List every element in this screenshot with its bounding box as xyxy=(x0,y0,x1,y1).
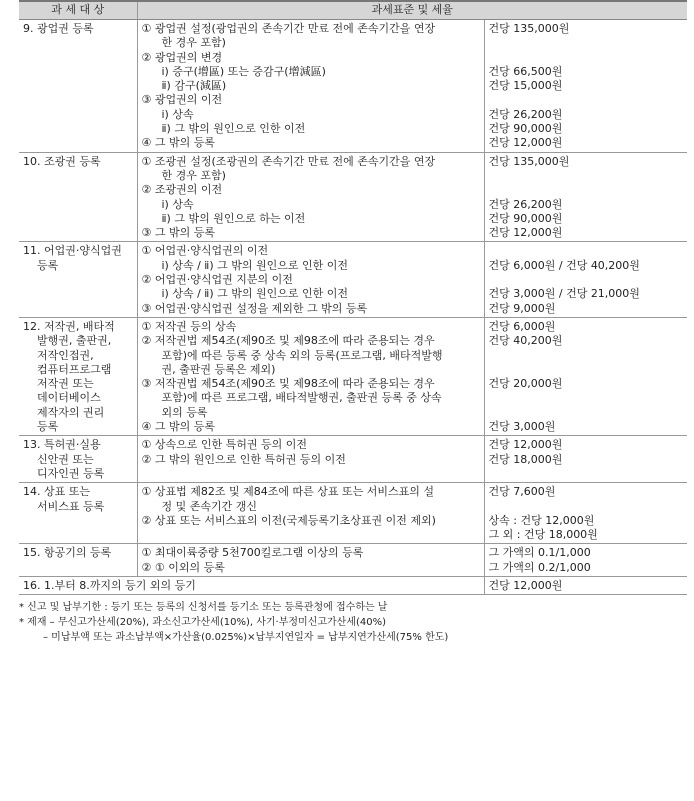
rate-line xyxy=(489,36,686,50)
subject-cell xyxy=(19,20,137,153)
standard-line: ① 최대이륙중량 5천700킬로그램 이상의 등록 xyxy=(141,546,364,560)
subject-line: 12. 저작권, 배타적 xyxy=(23,319,115,333)
standard-cell xyxy=(137,242,484,317)
subject-line: 발행권, 출판권, xyxy=(23,334,112,348)
rate-line: 건당 15,000원 xyxy=(488,79,563,93)
rate-line: 건당 26,200원 xyxy=(488,107,563,121)
standard-line: 한 경우 포함) xyxy=(161,36,226,50)
rate-cell xyxy=(484,483,687,544)
subject-line: 제작자의 권리 xyxy=(23,405,105,419)
standard-line: ① 광업권 설정(광업권의 존속기간 만료 전에 존속기간을 연장 xyxy=(141,22,436,35)
subject-cell xyxy=(19,436,137,483)
standard-line: 포함)에 따른 프로그램, 배타적발행권, 출판권 등록 중 상속 xyxy=(161,391,442,405)
rate-cell xyxy=(484,436,687,483)
rate-line: 건당 7,600원 xyxy=(488,485,556,499)
rate-line: 건당 3,000원 xyxy=(488,420,556,434)
standard-cell xyxy=(137,544,484,577)
standard-line: ① 조광권 설정(조광권의 존속기간 만료 전에 존속기간을 연장 xyxy=(141,154,436,168)
rate-line xyxy=(489,363,686,377)
subject-line: 저작권 또는 xyxy=(23,377,94,391)
rate-line: 건당 26,200원 xyxy=(488,197,563,211)
footnote-late-payment: – 미납부액 또는 과소납부액×가산율(0.025%)×납부지연일자 = 납부지연가산세(75% 한도) xyxy=(43,632,449,644)
standard-line: 외의 등록 xyxy=(161,405,208,419)
table-row xyxy=(19,242,687,317)
standard-line: ② 그 밖의 원인으로 인한 특허권 등의 이전 xyxy=(141,452,346,466)
rate-line xyxy=(489,406,686,420)
standard-line: ① 어업권·양식업권의 이전 xyxy=(141,244,269,258)
standard-line: ② 조광권의 이전 xyxy=(141,183,223,197)
subject-cell xyxy=(19,483,137,544)
subject-cell xyxy=(19,317,137,435)
table-row xyxy=(19,152,687,242)
rate-line: 건당 135,000원 xyxy=(488,22,570,35)
rate-line xyxy=(489,349,686,363)
subject-line: 등록 xyxy=(23,258,59,272)
standard-line: ① 상속으로 인한 특허권 등의 이전 xyxy=(141,438,307,452)
subject-line: 서비스표 등록 xyxy=(23,499,105,513)
other-registration-rate: 건당 12,000원 xyxy=(484,576,687,594)
rate-line: 그 가액의 0.2/1,000 xyxy=(488,560,591,574)
table-body xyxy=(19,20,687,595)
standard-line: ③ 어업권·양식업권 설정을 제외한 그 밖의 등록 xyxy=(141,301,368,315)
footnote-deadline: * 신고 및 납부기한 : 등기 또는 등록의 신청서를 등기소 또는 등록관청에 접수하는 날 xyxy=(19,602,388,614)
standard-line: ⅰ) 증구(增區) 또는 증감구(增減區) xyxy=(161,64,326,78)
standard-line: ② 어업권·양식업권 지분의 이전 xyxy=(141,273,293,287)
header-standard-rate: 과세표준 및 세율 xyxy=(137,1,687,20)
table-row xyxy=(19,483,687,544)
rate-line: 건당 12,000원 xyxy=(488,438,563,452)
standard-line xyxy=(142,467,482,481)
standard-line: ③ 광업권의 이전 xyxy=(141,93,223,107)
table-row xyxy=(19,544,687,577)
standard-line: ⅰ) 상속 xyxy=(161,197,194,211)
standard-line: ② 광업권의 변경 xyxy=(141,50,223,64)
standard-cell xyxy=(137,436,484,483)
rate-line: 상속 : 건당 12,000원 xyxy=(488,513,595,527)
rate-line: 건당 40,200원 xyxy=(488,334,563,348)
rate-line xyxy=(489,500,686,514)
table-row xyxy=(19,20,687,153)
standard-line: ③ 저작권법 제54조(제90조 및 제98조에 따라 준용되는 경우 xyxy=(141,377,435,391)
standard-line: ② 상표 또는 서비스표의 이전(국제등록기초상표권 이전 제외) xyxy=(141,513,436,527)
rate-cell xyxy=(484,242,687,317)
subject-line: 신안권 또는 xyxy=(23,452,94,466)
rate-line xyxy=(489,169,686,183)
standard-line: 포함)에 따른 등록 중 상속 외의 등록(프로그램, 배타적발행 xyxy=(161,348,443,362)
standard-line: 권, 출판권 등록은 제외) xyxy=(161,362,276,376)
rate-line: 건당 12,000원 xyxy=(488,226,563,240)
table-row xyxy=(19,436,687,483)
subject-line: 데이터베이스 xyxy=(23,391,101,405)
standard-line: ⅱ) 그 밖의 원인으로 인한 이전 xyxy=(161,122,306,136)
rate-line: 그 가액의 0.1/1,000 xyxy=(488,546,591,560)
standard-line: 정 및 존속기간 갱신 xyxy=(161,499,257,513)
rate-line: 건당 12,000원 xyxy=(488,136,563,150)
subject-line: 14. 상표 또는 xyxy=(23,485,90,499)
rate-line: 건당 3,000원 / 건당 21,000원 xyxy=(488,287,640,301)
header-subject: 과 세 대 상 xyxy=(19,1,137,20)
footnotes xyxy=(19,600,687,645)
subject-line: 15. 항공기의 등록 xyxy=(23,546,112,560)
subject-line: 저작인접권, xyxy=(23,348,94,362)
subject-line: 컴퓨터프로그램 xyxy=(23,362,112,376)
standard-line: ④ 그 밖의 등록 xyxy=(141,420,215,434)
standard-cell xyxy=(137,483,484,544)
rate-line xyxy=(489,244,686,258)
rate-line xyxy=(489,93,686,107)
standard-line: ⅰ) 상속 / ⅱ) 그 밖의 원인으로 인한 이전 xyxy=(161,287,348,301)
rate-line xyxy=(489,391,686,405)
rate-line: 그 외 : 건당 18,000원 xyxy=(488,528,598,542)
standard-line: ② ① 이외의 등록 xyxy=(141,560,225,574)
rate-cell xyxy=(484,317,687,435)
table-row xyxy=(19,576,687,594)
standard-line: ③ 그 밖의 등록 xyxy=(141,226,215,240)
rate-line xyxy=(489,183,686,197)
registration-tax-table xyxy=(19,0,687,595)
subject-cell xyxy=(19,242,137,317)
rate-line xyxy=(489,273,686,287)
rate-line: 건당 6,000원 xyxy=(488,319,556,333)
rate-line: 건당 9,000원 xyxy=(488,301,556,315)
standard-line: ⅰ) 상속 / ⅱ) 그 밖의 원인으로 인한 이전 xyxy=(161,258,348,272)
standard-line: ⅰ) 상속 xyxy=(161,107,194,121)
rate-line: 건당 66,500원 xyxy=(488,64,563,78)
subject-line: 디자인권 등록 xyxy=(23,466,105,480)
subject-cell xyxy=(19,152,137,242)
standard-line: ⅱ) 감구(減區) xyxy=(161,79,227,93)
table-header-row xyxy=(19,1,687,20)
subject-cell xyxy=(19,544,137,577)
rate-line: 건당 90,000원 xyxy=(488,211,563,225)
standard-line: ② 저작권법 제54조(제90조 및 제98조에 따라 준용되는 경우 xyxy=(141,334,435,348)
standard-cell xyxy=(137,152,484,242)
other-registration-cell: 16. 1.부터 8.까지의 등기 외의 등기 xyxy=(19,576,484,594)
standard-line: ④ 그 밖의 등록 xyxy=(141,136,215,150)
tax-rate-document xyxy=(19,0,687,645)
standard-line: ⅱ) 그 밖의 원인으로 하는 이전 xyxy=(161,211,306,225)
rate-cell xyxy=(484,152,687,242)
standard-line: ① 저작권 등의 상속 xyxy=(141,319,237,333)
table-row xyxy=(19,317,687,435)
rate-line: 건당 135,000원 xyxy=(488,154,570,168)
rate-cell xyxy=(484,544,687,577)
rate-line xyxy=(489,467,686,481)
rate-line: 건당 18,000원 xyxy=(488,452,563,466)
standard-line: ① 상표법 제82조 및 제84조에 따른 상표 또는 서비스표의 설 xyxy=(141,485,434,499)
standard-cell xyxy=(137,317,484,435)
subject-line: 9. 광업권 등록 xyxy=(23,22,94,35)
rate-cell xyxy=(484,20,687,153)
subject-line: 10. 조광권 등록 xyxy=(23,154,101,168)
footnote-penalty: * 제재 – 무신고가산세(20%), 과소신고가산세(10%), 사기·부정미신고가산세(40%) xyxy=(19,617,387,629)
subject-line: 등록 xyxy=(23,420,59,434)
standard-cell xyxy=(137,20,484,153)
rate-line: 건당 20,000원 xyxy=(488,377,563,391)
subject-line: 11. 어업권·양식업권 xyxy=(23,244,122,258)
standard-line xyxy=(142,528,482,542)
rate-line: 건당 6,000원 / 건당 40,200원 xyxy=(488,258,640,272)
subject-line: 13. 특허권·실용 xyxy=(23,438,101,452)
rate-line: 건당 90,000원 xyxy=(488,122,563,136)
standard-line: 한 경우 포함) xyxy=(161,168,226,182)
rate-line xyxy=(489,51,686,65)
